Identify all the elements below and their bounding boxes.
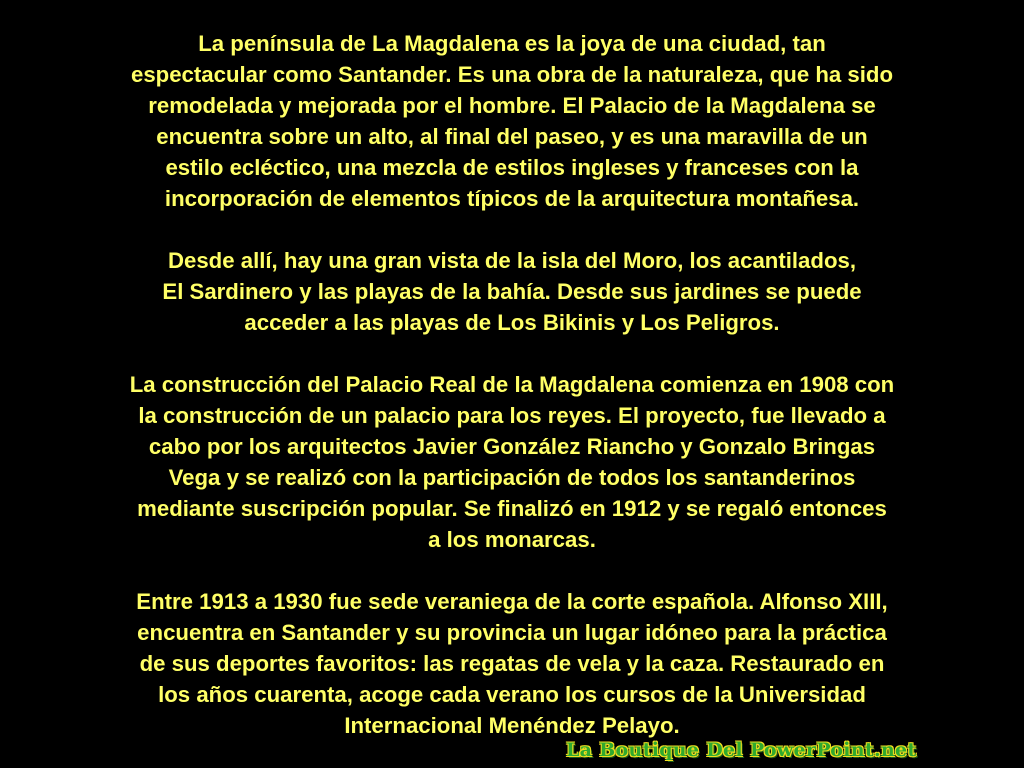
watermark-logo: La Boutique Del PowerPoint.net xyxy=(566,739,917,761)
slide-text-block xyxy=(58,28,966,741)
paragraph-sede-veraniega: Entre 1913 a 1930 fue sede veraniega de la corte española. Alfonso XIII, encuentra en Santander y su provincia un lugar idóneo para la práctica de sus deportes favoritos: las regatas de vela y la caza. Restaurado en los años cuarenta, acoge cada verano los cursos de la Universidad Internacional Menéndez Pelayo. xyxy=(136,589,888,738)
paragraph-peninsula: La península de La Magdalena es la joya de una ciudad, tan espectacular como Santander. Es una obra de la naturaleza, que ha sido remodelada y mejorada por el hombre. El Palacio de la Magdalena se encuentra sobre un alto, al final del paseo, y es una maravilla de un estilo ecléctico, una mezcla de estilos ingleses y franceses con la incorporación de elementos típicos de la arquitectura montañesa. xyxy=(130,31,893,211)
paragraph-construccion: La construcción del Palacio Real de la Magdalena comienza en 1908 con la construcción de un palacio para los reyes. El proyecto, fue llevado a cabo por los arquitectos Javier González Riancho y Gonzalo Bringas Vega y se realizó con la participación de todos los santanderinos mediante suscripción popular. Se finalizó en 1912 y se regaló entonces a los monarcas. xyxy=(129,372,895,552)
paragraph-vistas: Desde allí, hay una gran vista de la isla del Moro, los acantilados, El Sardinero y las playas de la bahía. Desde sus jardines se puede acceder a las playas de Los Bikinis y Los Peligros. xyxy=(162,248,862,335)
